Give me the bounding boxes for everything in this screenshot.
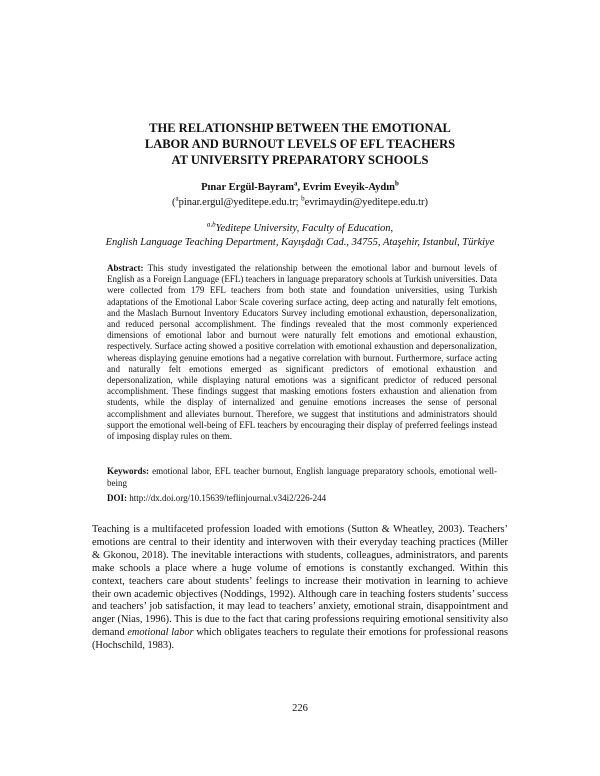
abstract — [107, 263, 497, 442]
abstract-text: This study investigated the relationship between the emotional labor and burnout levels of English as a Foreign Language (EFL) teachers in language preparatory schools at Turkish universities. Data were collected from 179 EFL teachers from both state and foundation universities, using Turkish adaptations of the Emotional Labor Scale covering surface acting, deep acting and naturally felt emotions, and the Maslach Burnout Inventory Educators Survey including emotional exhaustion, depersonalization, and reduced personal accomplishment. The findings revealed that the most commonly experienced dimensions of emotional labor and burnout were naturally felt emotions and emotional exhaustion, respectively. Surface acting showed a positive correlation with emotional exhaustion and depersonalization, whereas displaying genuine emotions had a negative correlation with burnout. Furthermore, surface acting and naturally felt emotions emerged as significant predictors of emotional exhaustion and depersonalization, while displaying natural emotions was a significant predictor of reduced personal accomplishment. These findings suggest that masking emotions fosters exhaustion and alienation from students, while the display of internalized and genuine emotions increases the sense of personal accomplishment and alleviates burnout. Therefore, we suggest that institutions and administrators should support the emotional well-being of EFL teachers by encouraging their display of preferred feelings instead of imposing display rules on them. — [107, 263, 498, 442]
keywords — [107, 466, 497, 489]
keywords-text: emotional labor, EFL teacher burnout, English language preparatory schools, emotional well-being — [107, 466, 497, 488]
author-2-affil-mark: b — [394, 179, 399, 188]
doi — [107, 493, 497, 505]
author-list — [100, 179, 500, 193]
email-2[interactable]: evrimaydin@yeditepe.edu.tr) — [304, 197, 429, 208]
introduction-paragraph — [92, 524, 508, 653]
affiliation-line-1 — [60, 222, 540, 236]
keywords-label: Keywords: — [107, 466, 149, 476]
affiliation — [60, 222, 540, 250]
author-1-affil-mark: a — [293, 179, 298, 188]
title-line-1: THE RELATIONSHIP BETWEEN THE EMOTIONAL — [149, 121, 451, 135]
title-line-2: LABOR AND BURNOUT LEVELS OF EFL TEACHERS — [144, 137, 456, 151]
author-2-name: Evrim Eveyik-Aydın — [302, 182, 395, 193]
doi-label: DOI: — [107, 493, 127, 503]
author-emails — [80, 194, 520, 208]
affiliation-mark: a,b — [206, 220, 216, 229]
author-1-name: Pınar Ergül-Bayram — [201, 182, 294, 193]
emails-open-paren: ( — [171, 197, 176, 208]
email-1-mark: a — [175, 194, 179, 203]
abstract-label: Abstract: — [107, 263, 144, 273]
body-emphasis: emotional labor — [127, 627, 194, 639]
body-text-part-1: Teaching is a multifaceted profession loaded with emotions (Sutton & Wheatley, 2003). Teachers’ emotions are central to their identity and interwoven with their everyday teaching practices (Miller & Gkonou, 2018). The inevitable interactions with students, colleagues, administrators, and parents make schools a place where a huge volume of emotions is constantly exchanged. Within this context, teachers care about students’ feelings to increase their motivation in learning to achieve their own academic objectives (Noddings, 1992). Although care in teaching fosters students’ success and teachers’ job satisfaction, it may lead to teachers’ anxiety, emotional strain, disappointment and anger (Nias, 1996). This is due to the fact that caring professions requiring emotional sensitivity also demand — [92, 524, 508, 639]
email-2-mark: b — [301, 194, 305, 203]
affiliation-line-2: English Language Teaching Department, Kayışdağı Cad., 34755, Ataşehir, Istanbul, Türkiye — [105, 237, 495, 248]
body-text-part-2: which obligates teachers to regulate their emotions for professional reasons (Hochschild, 1983). — [92, 627, 508, 652]
doi-link[interactable]: http://dx.doi.org/10.15639/teflinjournal.v34i2/226-244 — [129, 493, 327, 503]
title-line-3: AT UNIVERSITY PREPARATORY SCHOOLS — [171, 153, 429, 167]
article-title — [100, 120, 500, 168]
affiliation-institution: Yeditepe University, Faculty of Education, — [215, 223, 394, 234]
page-number: 226 — [292, 703, 308, 714]
email-1[interactable]: pinar.ergul@yeditepe.edu.tr; — [178, 197, 299, 208]
author-separator: , — [297, 182, 303, 193]
